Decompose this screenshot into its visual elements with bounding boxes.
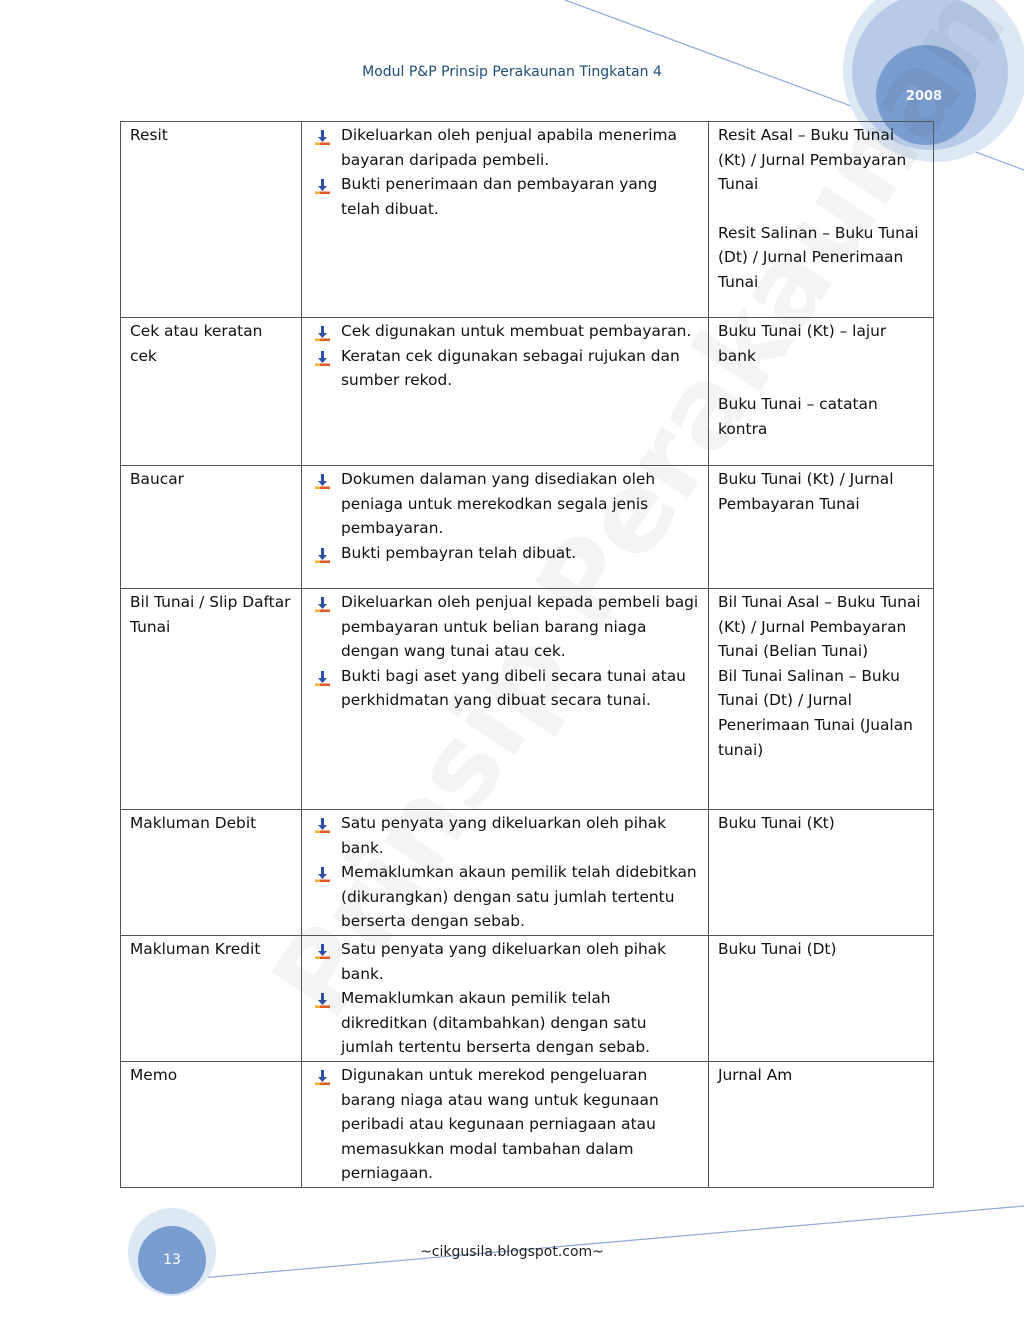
record-entry: Buku Tunai (Kt) / Jurnal Pembayaran Tunai	[718, 470, 894, 513]
description-cell	[302, 318, 709, 466]
record-cell	[709, 589, 934, 810]
list-item	[311, 937, 700, 986]
header-year: 2008	[905, 89, 943, 104]
table-row	[121, 810, 934, 936]
table-row	[121, 122, 934, 318]
arrow-bullet-icon	[315, 128, 330, 143]
list-item-text: Memaklumkan akaun pemilik telah didebitkan (dikurangkan) dengan satu jumlah tertentu berserta dengan sebab.	[341, 863, 697, 931]
record-entry: Buku Tunai – catatan kontra	[718, 395, 878, 438]
list-item	[311, 319, 700, 344]
list-item-text: Digunakan untuk merekod pengeluaran barang niaga atau wang untuk kegunaan peribadi atau kegunaan perniagaan atau memasukkan modal tambahan dalam perniagaan.	[341, 1065, 659, 1183]
arrow-bullet-icon	[315, 1068, 330, 1083]
record-cell	[709, 1061, 934, 1187]
arrow-bullet-icon	[315, 177, 330, 192]
table-row	[121, 1061, 934, 1187]
arrow-bullet-icon	[315, 942, 330, 957]
description-cell	[302, 1061, 709, 1187]
description-cell	[302, 935, 709, 1061]
document-name-cell: Resit	[121, 122, 302, 318]
list-item	[311, 986, 700, 1060]
arrow-bullet-icon	[315, 546, 330, 561]
header-title: Modul P&P Prinsip Perakaunan Tingkatan 4	[362, 64, 662, 80]
record-cell	[709, 466, 934, 589]
document-name-cell: Memo	[121, 1061, 302, 1187]
list-item-text: Cek digunakan untuk membuat pembayaran.	[341, 322, 692, 340]
page-number: 13	[163, 1252, 181, 1268]
record-cell	[709, 122, 934, 318]
list-item-text: Satu penyata yang dikeluarkan oleh pihak bank.	[341, 814, 667, 857]
arrow-bullet-icon	[315, 324, 330, 339]
list-item	[311, 123, 700, 172]
list-item-text: Bukti bagi aset yang dibeli secara tunai atau perkhidmatan yang dibuat secara tunai.	[341, 666, 686, 710]
record-cell	[709, 810, 934, 936]
arrow-bullet-icon	[315, 595, 330, 610]
document-name-cell: Baucar	[121, 466, 302, 589]
list-item-text: Keratan cek digunakan sebagai rujukan dan sumber rekod.	[341, 346, 680, 390]
list-item-text: Bukti pembayran telah dibuat.	[341, 543, 577, 562]
documents-table	[120, 121, 934, 1188]
list-item	[311, 664, 700, 713]
list-item	[311, 467, 700, 541]
list-item-text: Dikeluarkan oleh penjual kepada pembeli bagi pembayaran untuk belian barang niaga dengan wang tunai atau cek.	[341, 593, 699, 661]
arrow-bullet-icon	[315, 816, 330, 831]
record-cell	[709, 318, 934, 466]
record-entry: Buku Tunai (Kt) – lajur bank	[718, 322, 887, 365]
record-cell	[709, 935, 934, 1061]
list-item-text: Dikeluarkan oleh penjual apabila menerima bayaran daripada pembeli.	[341, 126, 677, 169]
description-cell	[302, 810, 709, 936]
arrow-bullet-icon	[315, 991, 330, 1006]
table-row	[121, 935, 934, 1061]
table-row	[121, 589, 934, 810]
arrow-bullet-icon	[315, 865, 330, 880]
document-name-cell: Bil Tunai / Slip Daftar Tunai	[121, 589, 302, 810]
arrow-bullet-icon	[315, 472, 330, 487]
description-cell	[302, 466, 709, 589]
list-item	[311, 1063, 700, 1186]
description-cell	[302, 589, 709, 810]
document-name-cell: Makluman Debit	[121, 810, 302, 936]
document-name-cell: Makluman Kredit	[121, 935, 302, 1061]
record-entry: Resit Salinan – Buku Tunai (Dt) / Jurnal Penerimaan Tunai	[718, 223, 919, 291]
list-item-text: Bukti penerimaan dan pembayaran yang telah dibuat.	[341, 175, 658, 218]
arrow-bullet-icon	[315, 349, 330, 364]
document-name-cell: Cek atau keratan cek	[121, 318, 302, 466]
record-entry: Buku Tunai (Dt)	[718, 939, 837, 958]
list-item-text: Satu penyata yang dikeluarkan oleh pihak bank.	[341, 939, 667, 983]
record-entry: Buku Tunai (Kt)	[718, 814, 835, 832]
list-item	[311, 860, 700, 934]
list-item	[311, 541, 700, 566]
list-item-text: Memaklumkan akaun pemilik telah dikreditkan (ditambahkan) dengan satu jumlah tertentu berserta dengan sebab.	[341, 989, 651, 1057]
table-row	[121, 466, 934, 589]
table-row	[121, 318, 934, 466]
list-item	[311, 811, 700, 860]
list-item-text: Dokumen dalaman yang disediakan oleh peniaga untuk merekodkan segala jenis pembayaran.	[341, 470, 656, 538]
record-entry: Resit Asal – Buku Tunai (Kt) / Jurnal Pembayaran Tunai	[718, 126, 907, 194]
description-cell	[302, 122, 709, 318]
footer-text: ~cikgusila.blogspot.com~	[420, 1244, 604, 1260]
record-entry: Bil Tunai Asal – Buku Tunai (Kt) / Jurnal Pembayaran Tunai (Belian Tunai)	[718, 593, 921, 661]
list-item	[311, 590, 700, 664]
record-entry: Jurnal Am	[718, 1065, 793, 1084]
record-entry: Bil Tunai Salinan – Buku Tunai (Dt) / Jurnal Penerimaan Tunai (Jualan tunai)	[718, 666, 913, 759]
arrow-bullet-icon	[315, 669, 330, 684]
list-item	[311, 172, 700, 221]
list-item	[311, 344, 700, 393]
